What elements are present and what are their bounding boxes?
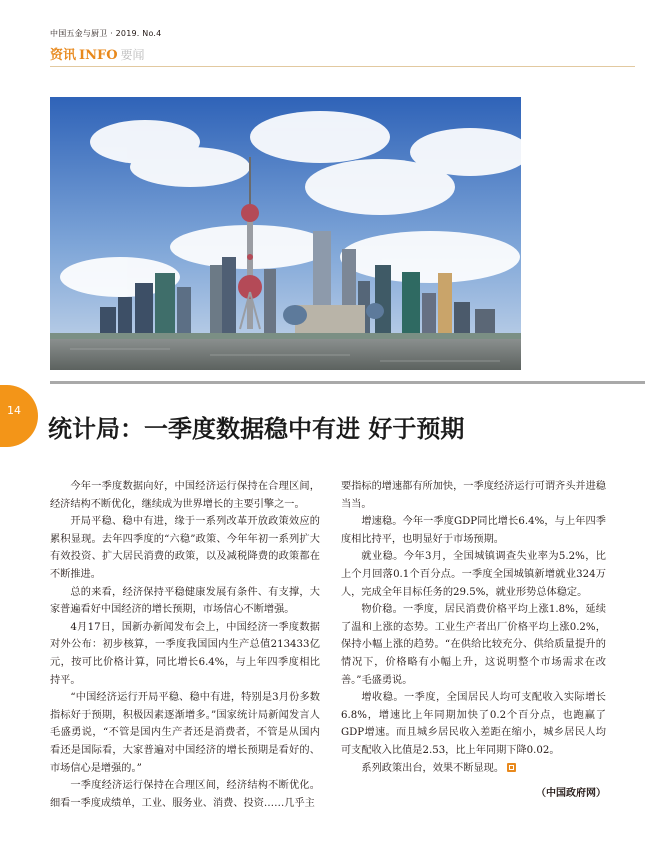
section-label-en: INFO <box>79 48 118 63</box>
paragraph: 总的来看，经济保持平稳健康发展有条件、有支撑，大家普遍看好中国经济的增长预期，市场信心不断增强。 <box>50 586 320 616</box>
section-sublabel: 要闻 <box>120 48 145 62</box>
closing-text: 系列政策出台，效果不断显现。 <box>361 762 505 774</box>
end-mark-icon <box>507 763 516 772</box>
article-column-left <box>50 478 320 812</box>
paragraph: 物价稳。一季度，居民消费价格平均上涨1.8%，延续了温和上涨的态势。工业生产者出厂价格平均上涨0.2%，保持小幅上涨的趋势。“在供给比较充分、供给质量提升的情况下，价格略有小幅上升，这说明整个市场需求在改善。”毛盛勇说。 <box>341 604 606 686</box>
paragraph: “中国经济运行开局平稳、稳中有进，特别是3月份多数指标好于预期，积极因素逐渐增多。”国家统计局新闻发言人毛盛勇说，“不管是国内生产者还是消费者，不管是从国内看还是国际看，大家普遍对中国经济的增长预期是看好的、市场信心是增强的。” <box>50 692 320 774</box>
section-label-cn: 资讯 <box>50 48 77 63</box>
paragraph: 一季度经济运行保持在合理区间，经济结构不断优化。细看一季度成绩单，工业、服务业、消费、投资……几乎主 <box>50 780 320 809</box>
paragraph: 增速稳。今年一季度GDP同比增长6.4%，与上年四季度相比持平，也明显好于市场预期。 <box>341 516 606 545</box>
paragraph: 就业稳。今年3月，全国城镇调查失业率为5.2%，比上个月回落0.1个百分点。一季度全国城镇新增就业324万人，完成全年目标任务的29.5%，就业形势总体稳定。 <box>341 551 606 598</box>
journal-header: 中国五金与厨卫 · 2019. No.4 <box>50 29 162 38</box>
article-source: （中国政府网） <box>536 788 606 799</box>
skyline-illustration <box>50 97 521 370</box>
closing-paragraph <box>341 760 606 778</box>
paragraph: 4月17日，国新办新闻发布会上，中国经济一季度数据对外公布：初步核算，一季度我国国内生产总值213433亿元，按可比价格计算，同比增长6.4%，与上年四季度相比持平。 <box>50 621 320 686</box>
paragraph: 增收稳。一季度，全国居民人均可支配收入实际增长6.8%，增速比上年同期加快了0.2个百分点，也跑赢了GDP增速。而且城乡居民收入差距在缩小，城乡居民人均可支配收入比值是2.53，比上年同期下降0.02。 <box>341 692 606 756</box>
divider-rule <box>50 381 645 384</box>
article-column-right <box>341 478 606 777</box>
page-number: 14 <box>7 404 21 417</box>
skyline-photo <box>50 97 521 370</box>
paragraph: 开局平稳、稳中有进，缘于一系列改革开放政策效应的累积显现。去年四季度的“六稳”政策、今年年初一系列扩大有效投资、扩大居民消费的政策，以及减税降费的政策都在不断推进。 <box>50 516 320 580</box>
paragraph-continuation: 要指标的增速都有所加快，一季度经济运行可谓齐头并进稳当当。 <box>341 481 606 510</box>
paragraph: 今年一季度数据向好，中国经济运行保持在合理区间，经济结构不断优化，继续成为世界增长的主要引擎之一。 <box>50 481 320 510</box>
article-title: 统计局：一季度数据稳中有进 好于预期 <box>48 414 465 443</box>
section-header <box>50 44 635 67</box>
